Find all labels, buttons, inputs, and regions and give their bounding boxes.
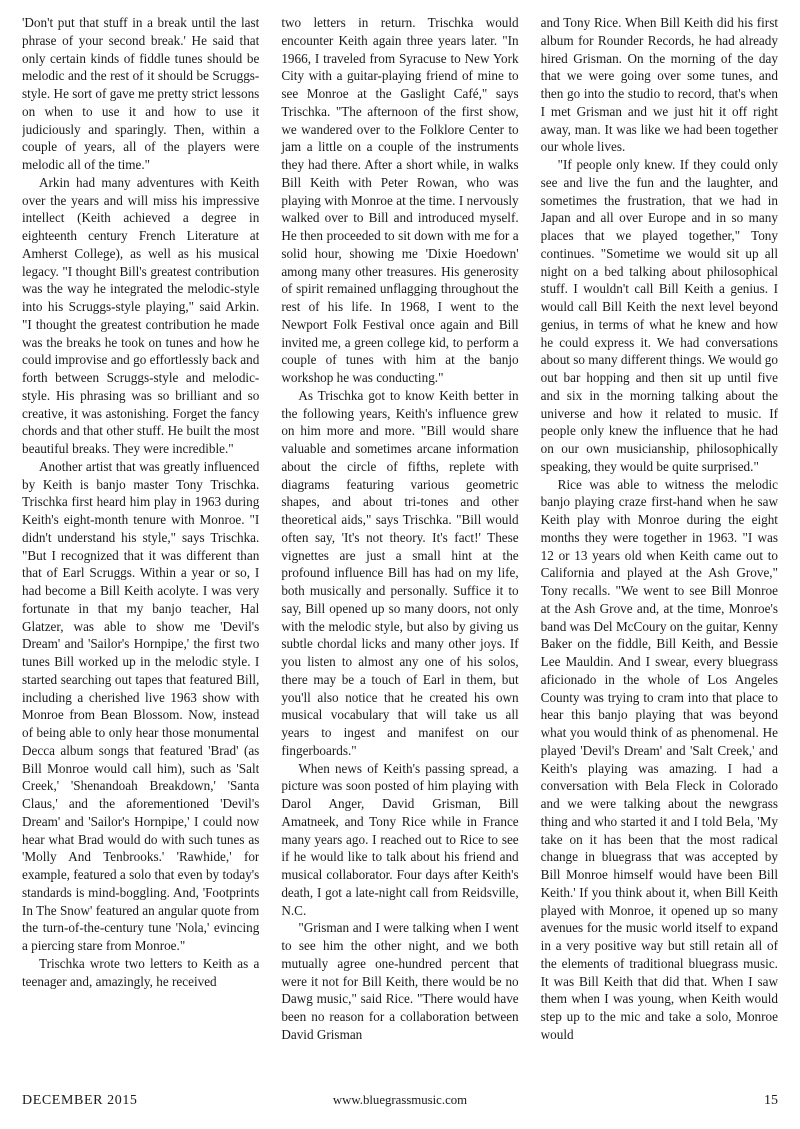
paragraph: As Trischka got to know Keith better in the following years, Keith's influence grew on him more and more. "Bill would share valuable and sometimes arcane information about the circle of fifths, replete with diagrams featuring various geometric shapes, and about tri-tones and other theoretical aids," says Trischka. "Bill would often say, 'It's not theory. It's fact!' These vignettes are just a small hint at the profound influence Bill has had on my life, both musically and personally. Suffice it to say, Bill opened up so many doors, not only with the melodic style, but also by giving us subtle chordal licks and many other joys. If you listen to almost any one of his solos, there may be a touch of Earl in them, but you'll also notice that he created his own musical vocabulary that will take us all years to ingest and manifest on our fingerboards." [281, 387, 519, 758]
paragraph: two letters in return. Trischka would encounter Keith again three years later. "In 1966, I traveled from Syracuse to New York City with a guitar-playing friend of mine to see Monroe at the Gaslight Café," says Trischka. "The afternoon of the first show, we wandered over to the Folklore Center to jam a little on a couple of the instruments they had there. After a short while, in walks Bill Keith with Peter Rowan, who was playing with Monroe at the time. I nervously walked over to Bill and introduced myself. He then proceeded to sit down with me for a solid hour, showing me 'Dixie Hoedown' among many other treasures. His generosity of spirit remained unflagging throughout the rest of his life. In 1968, I went to the Newport Folk Festival once again and Bill invited me, a green college kid, to perform a couple of tunes with him at the banjo workshop he was conducting." [281, 15, 519, 385]
footer-page-number: 15 [764, 1093, 778, 1108]
text-column-2 [281, 14, 518, 1066]
text-column-1 [22, 14, 259, 1066]
paragraph: Arkin had many adventures with Keith over the years and will miss his impressive intellect (Keith achieved a degree in eighteenth century French Literature at Amherst College), as well as his musical legacy. "I thought Bill's greatest contribution was the way he integrated the melodic-style into his Scruggs-style playing," said Arkin. "I thought the greatest contribution he made was the breaks he took on tunes and how he could improvise and go effortlessly back and forth between Scruggs-style and melodic-style. His phrasing was so brilliant and so creative, it was astonishing. Forget the fancy chords and that other stuff. He built the most beautiful breaks. They were incredible." [22, 174, 260, 456]
footer-issue-date: DECEMBER 2015 [22, 1093, 138, 1108]
text-column-3 [541, 14, 778, 1066]
page-footer [22, 1093, 778, 1113]
paragraph: 'Don't put that stuff in a break until the last phrase of your second break.' He said that only certain kinds of fiddle tunes should be melodic and the rest of it should be Scruggs-style. He sort of gave me pretty strict lessons on when to use it and how to use it judiciously and sparingly. Then, within a couple of years, all of the players were melodic all of the time." [22, 15, 260, 172]
paragraph: Rice was able to witness the melodic banjo playing craze first-hand when he saw Keith play with Monroe during the eight months they were together in 1963. "I was 12 or 13 years old when Keith came out to California and played at the Ash Grove," Tony recalls. "We went to see Bill Monroe at the Ash Grove and, at the time, Monroe's band was Del McCoury on the guitar, Kenny Baker on the fiddle, Bill Keith, and Bessie Lee Mauldin. And I swear, every bluegrass aficionado in the whole of Los Angeles County was trying to cram into that place to hear this banjo playing that was beyond what you would think of as phenomenal. He played 'Devil's Dream' and 'Salt Creek,' and Keith's playing was amazing. I had a conversation with Bela Fleck in Colorado and we were talking about the newgrass thing and who started it and I told Bela, 'My take on it has been that the most radical change in bluegrass that was accepted by Bill Monroe himself would have been Bill Keith.' If you think about it, when Bill Keith played with Monroe, it opened up so many avenues for the music world itself to expand in a very positive way but still retain all of the elements of traditional bluegrass music. It was Bill Keith that did that. When I saw them when I was young, when Keith would step up to the mic and take a solo, Monroe would [540, 476, 778, 1042]
footer-website: www.bluegrassmusic.com [332, 1093, 468, 1107]
paragraph: Another artist that was greatly influenced by Keith is banjo master Tony Trischka. Trischka first heard him play in 1963 during Keith's eight-month tenure with Monroe. "I didn't understand his style," says Trischka. "But I recognized that it was different than that of Earl Scruggs. Within a year or so, I had become a Bill Keith acolyte. I was very fortunate in that my banjo teacher, Hal Glatzer, was able to show me 'Devil's Dream' and 'Sailor's Hornpipe,' the first two tunes Bill worked up in the melodic style. I started searching out tapes that featured Bill, including a cherished live 1963 show with Monroe from Bean Blossom. Now, instead of being able to only hear those monumental Decca album songs that featured 'Brad' (as Bill Monroe would call him), such as 'Salt Creek,' 'Shenandoah Breakdown,' 'Santa Claus,' and the aforementioned 'Devil's Dream' and 'Sailor's Hornpipe,' I could now hear what Brad would do with such tunes as 'Molly And Tenbrooks.' 'Rawhide,' for example, featured a solo that even by today's standards is mind-boggling. And, 'Footprints In The Snow' featured an angular quote from the turn-of-the-century tune 'Nola,' evincing a piercing stare from Monroe." [22, 458, 260, 953]
paragraph: and Tony Rice. When Bill Keith did his first album for Rounder Records, he had already hired Grisman. On the morning of the day that we were going over some tunes, and then go into the studio to record, that's when I met Grisman and we just hit it off right away, man. It was like we had been together our whole lives. [540, 15, 778, 155]
paragraph: When news of Keith's passing spread, a picture was soon posted of him playing with Darol Anger, David Grisman, Bill Amatneek, and Tony Rice while in France many years ago. I reached out to Rice to see if he would like to talk about his friend and musical collaborator. Four days after Keith's death, I got a late-night call from Reidsville, N.C. [281, 760, 519, 918]
paragraph: "Grisman and I were talking when I went to see him the other night, and we both mutually agree one-hundred percent that were it not for Bill Keith, there would be no Dawg music," said Rice. "There would have been no reason for a collaboration between David Grisman [281, 920, 519, 1042]
paragraph: Trischka wrote two letters to Keith as a teenager and, amazingly, he received [22, 955, 260, 989]
paragraph: "If people only knew. If they could only see and live the fun and the laughter, and sometimes the frustration, that we had in Japan and all over Europe and in so many places that we played together," Tony continues. "Sometime we would sit up all night on a bed talking about philosophical stuff. I wouldn't call Bill Keith a genius. I would call Bill Keith the next level beyond genius, in terms of what he knew and how he could express it. We had conversations about so many different things. We would go out bar hopping and then sit up until five and six in the morning talking about the universe and how it related to music. If people only knew the influence that he had on our own musicianship, philosophically speaking, they would be quite surprised." [540, 157, 778, 474]
article-columns [22, 14, 778, 1066]
